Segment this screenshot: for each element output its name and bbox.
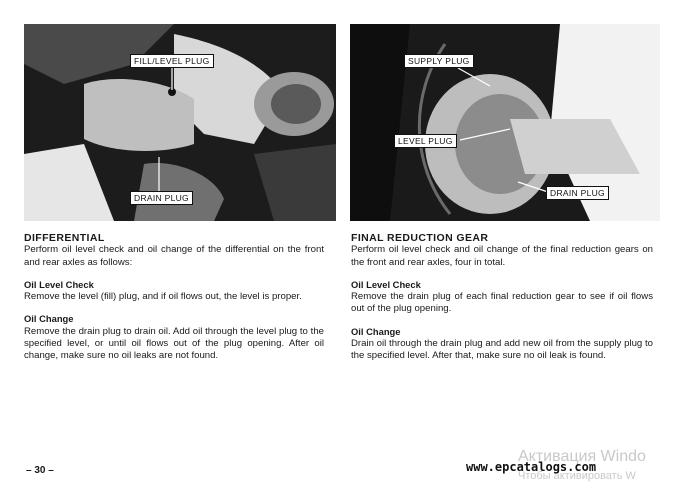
drain-plug-callout: DRAIN PLUG [130, 191, 193, 205]
section-intro: Perform oil level check and oil change of the differential on the front and rear axles as follows: [24, 244, 324, 268]
subsection-heading: Oil Level Check [351, 278, 421, 290]
final-reduction-gear-photo-art [350, 24, 660, 221]
final-reduction-gear-section [351, 232, 653, 363]
drain-plug-callout: DRAIN PLUG [546, 186, 609, 200]
level-plug-callout: LEVEL PLUG [394, 134, 457, 148]
page-number: – 30 – [26, 465, 54, 476]
section-intro: Perform oil level check and oil change of the final reduction gears on the front and rear axles, four in total. [351, 244, 653, 268]
subsection-text: Drain oil through the drain plug and add new oil from the supply plug to the specified level. After that, make sure no oil leak is found. [351, 338, 653, 362]
subsection-text: Remove the drain plug of each final reduction gear to see if oil flows out of the plug opening. [351, 291, 653, 315]
subsection-text: Remove the level (fill) plug, and if oil flows out, the level is proper. [24, 291, 302, 303]
subsection-heading: Oil Change [24, 313, 74, 325]
final-reduction-gear-photo [350, 24, 660, 221]
section-title: FINAL REDUCTION GEAR [351, 232, 489, 244]
differential-section [24, 232, 324, 363]
supply-plug-callout: SUPPLY PLUG [404, 54, 474, 68]
subsection-heading: Oil Change [351, 325, 401, 337]
differential-photo [24, 24, 336, 221]
site-url-link[interactable]: www.epcatalogs.com [466, 460, 597, 474]
fill-level-plug-callout: FILL/LEVEL PLUG [130, 54, 214, 68]
activation-watermark-line1: Активация Windo [518, 448, 646, 465]
section-title: DIFFERENTIAL [24, 232, 105, 244]
subsection-text: Remove the drain plug to drain oil. Add oil through the level plug to the specified level, or until oil flows out of the plug opening. After oil change, make sure no oil leaks are not found. [24, 325, 324, 362]
activation-watermark-line2: Чтобы активировать W [518, 470, 636, 482]
subsection-heading: Oil Level Check [24, 278, 94, 290]
